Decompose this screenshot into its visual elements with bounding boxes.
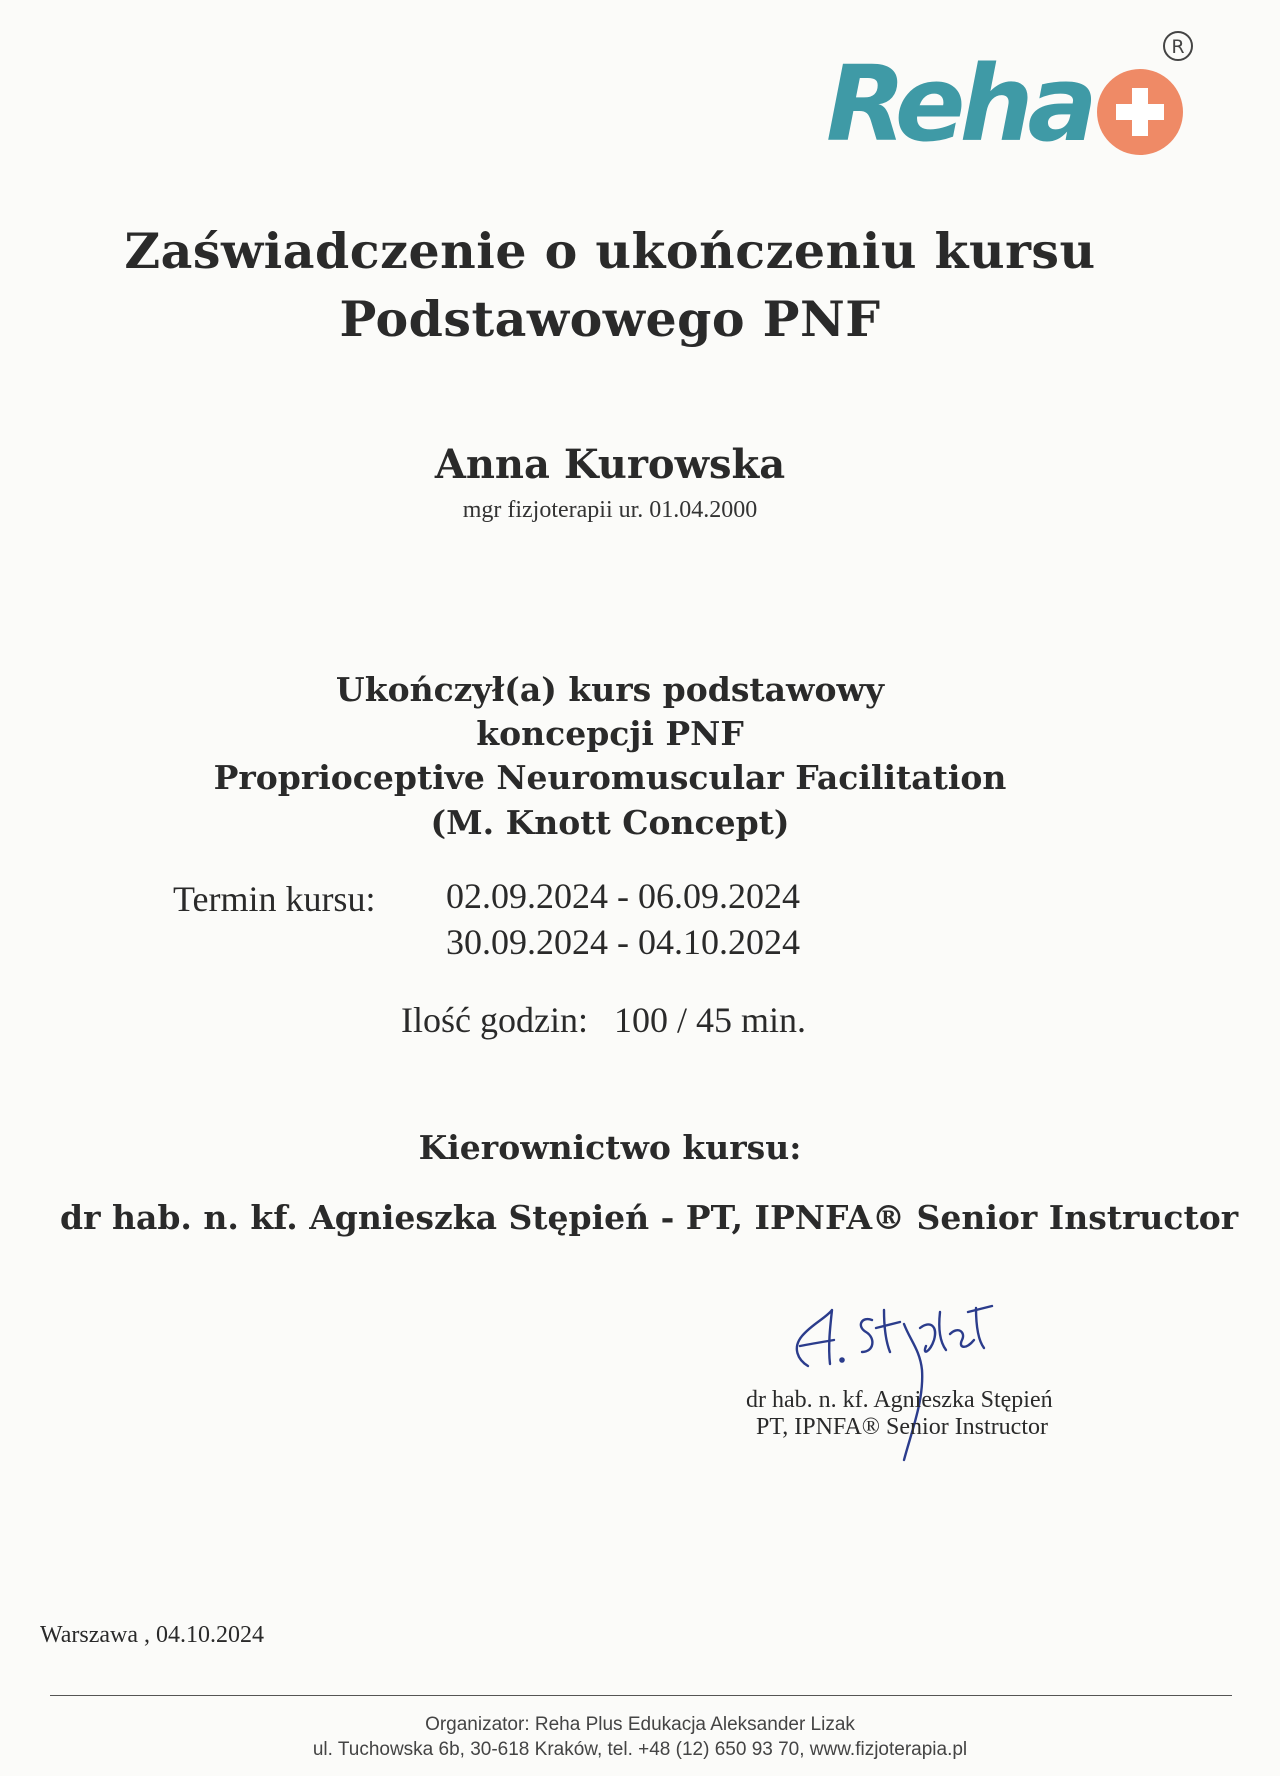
participant-name: Anna Kurowska bbox=[434, 441, 786, 488]
logo-wordmark: Reha bbox=[826, 43, 1092, 157]
course-line3: Proprioceptive Neuromuscular Facilitation bbox=[213, 758, 1007, 797]
course-line4: (M. Knott Concept) bbox=[430, 803, 790, 842]
certificate-title-line2: Podstawowego PNF bbox=[339, 290, 881, 348]
course-line1: Ukończył(a) kurs podstawowy bbox=[335, 670, 885, 709]
signatory-title: PT, IPNFA® Senior Instructor bbox=[756, 1414, 1048, 1440]
footer-divider bbox=[50, 1695, 1232, 1696]
reha-plus-logo bbox=[820, 22, 1205, 157]
leadership-heading: Kierownictwo kursu: bbox=[418, 1128, 802, 1167]
footer-contact: ul. Tuchowska 6b, 30-618 Kraków, tel. +48 (12) 650 93 70, www.fizjoterapia.pl bbox=[312, 1739, 968, 1760]
footer-organizer: Organizator: Reha Plus Edukacja Aleksander Lizak bbox=[425, 1714, 855, 1735]
course-leader: dr hab. n. kf. Agnieszka Stępień - PT, IPNFA® Senior Instructor bbox=[60, 1198, 1239, 1237]
place-and-date: Warszawa , 04.10.2024 bbox=[40, 1622, 265, 1648]
handwritten-signature bbox=[780, 1290, 1010, 1470]
course-line2: koncepcji PNF bbox=[476, 714, 744, 753]
hours-value: 100 / 45 min. bbox=[614, 1000, 807, 1040]
certificate-title-line1: Zaświadczenie o ukończeniu kursu bbox=[124, 222, 1096, 280]
term-label: Termin kursu: bbox=[173, 879, 376, 919]
term-date-range-2: 30.09.2024 - 04.10.2024 bbox=[446, 922, 800, 962]
hours-label: Ilość godzin: bbox=[401, 1000, 588, 1040]
term-date-range-1: 02.09.2024 - 06.09.2024 bbox=[446, 876, 800, 916]
signatory-name: dr hab. n. kf. Agnieszka Stępień bbox=[746, 1387, 1053, 1413]
participant-details: mgr fizjoterapii ur. 01.04.2000 bbox=[462, 497, 758, 523]
svg-text:R: R bbox=[1171, 36, 1185, 58]
